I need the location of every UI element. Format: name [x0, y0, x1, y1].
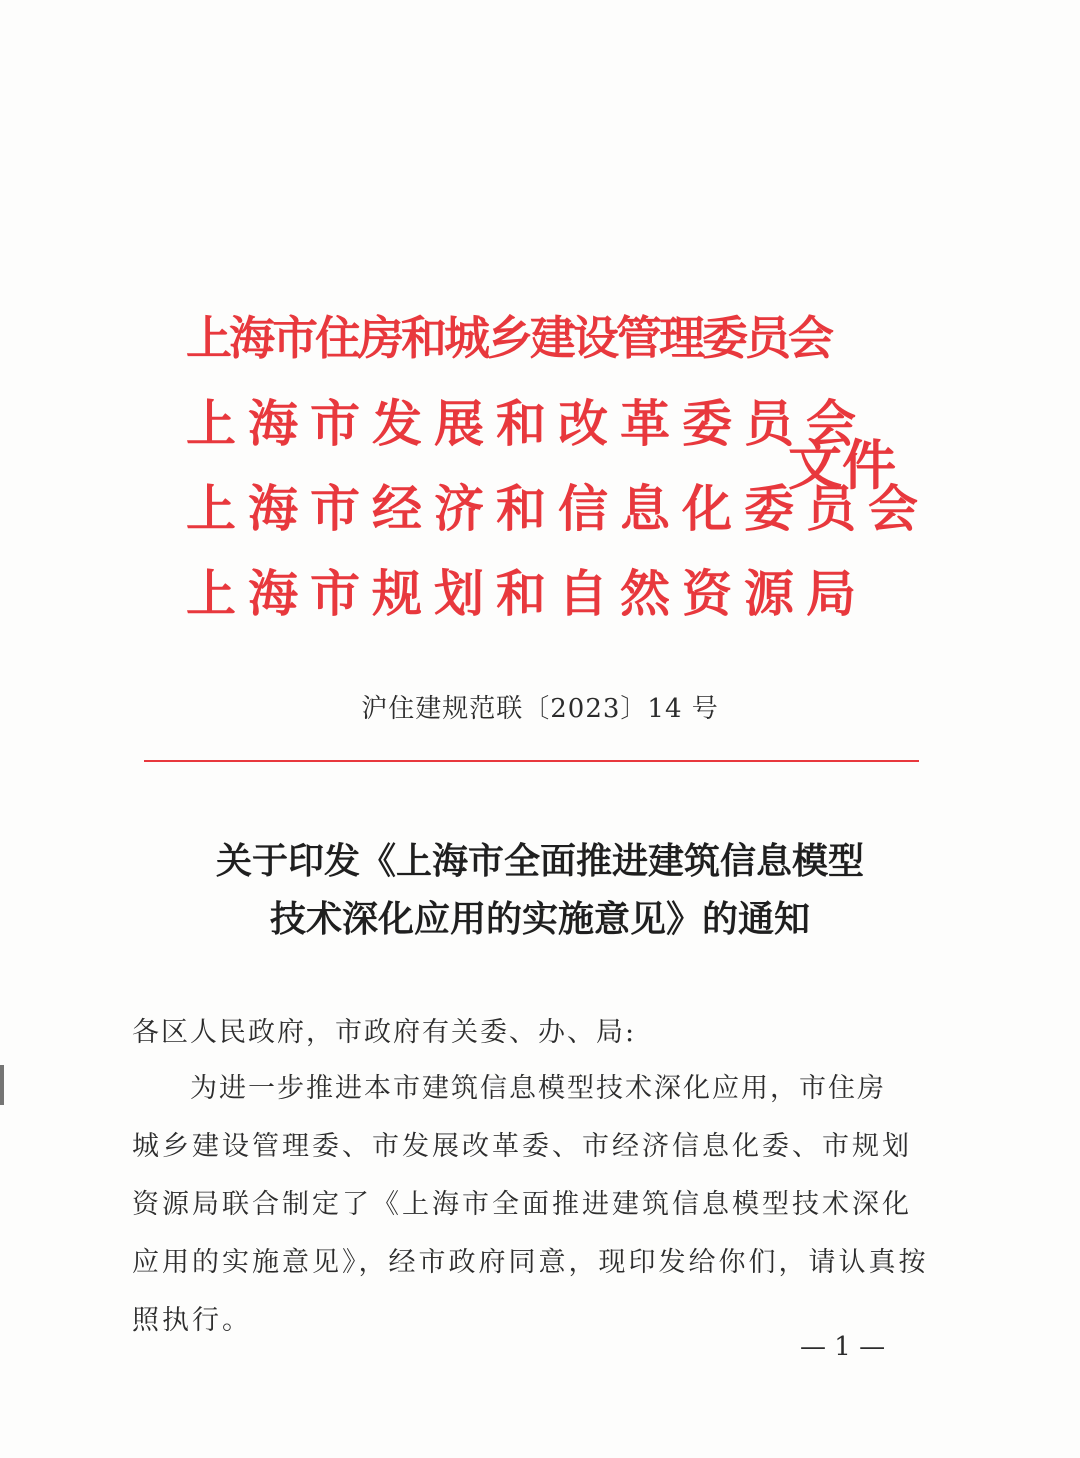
document-number: 沪住建规范联〔2023〕14 号 — [361, 694, 719, 724]
agency-name: 上海市发展和改革委员会 — [186, 394, 868, 453]
title-line: 关于印发《上海市全面推进建筑信息模型 — [215, 840, 864, 882]
page-number: — 1 — — [800, 1332, 886, 1362]
body-line: 为进一步推进本市建筑信息模型技术深化应用，市住房 — [190, 1073, 886, 1104]
body-line: 资源局联合制定了《上海市全面推进建筑信息模型技术深化 — [132, 1189, 912, 1220]
agency-name: 上海市规划和自然资源局 — [186, 564, 868, 623]
body-line: 应用的实施意见》，经市政府同意，现印发给你们，请认真按 — [132, 1247, 929, 1278]
body-line: 照执行。 — [132, 1305, 252, 1336]
agency-name: 上海市经济和信息化委员会 — [186, 479, 930, 538]
notice-title — [0, 832, 1080, 948]
document-suffix: 文件 — [788, 433, 896, 497]
body-line: 城乡建设管理委、市发展改革委、市经济信息化委、市规划 — [132, 1131, 912, 1162]
title-line: 技术深化应用的实施意见》的通知 — [269, 898, 810, 940]
red-divider — [144, 760, 919, 762]
body-paragraph — [132, 1060, 929, 1350]
agency-name: 上海市住房和城乡建设管理委员会 — [186, 311, 831, 365]
addressee: 各区人民政府，市政府有关委、办、局: — [132, 1017, 637, 1048]
scan-edge-mark — [0, 1065, 4, 1105]
